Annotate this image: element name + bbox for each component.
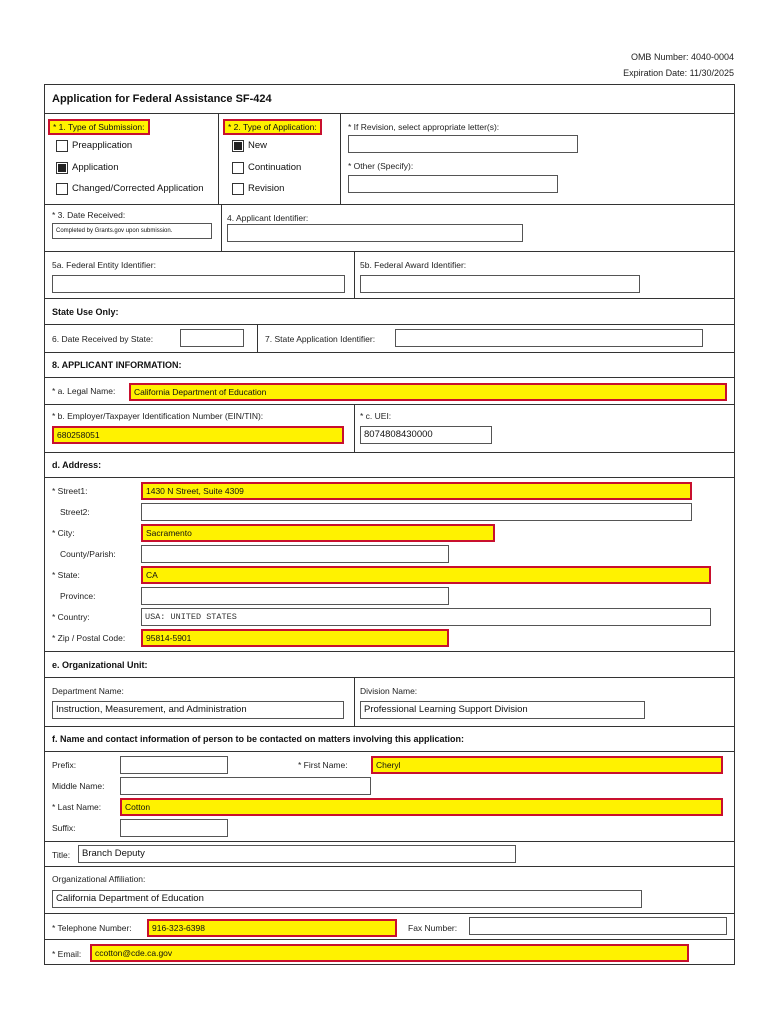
state-application-id-input[interactable]	[395, 329, 703, 347]
suffix-label: Suffix:	[52, 823, 76, 833]
contact-heading: f. Name and contact information of person to be contacted on matters involving this application:	[52, 734, 465, 744]
divider	[44, 751, 735, 752]
middle-name-label: Middle Name:	[52, 781, 105, 791]
option-label: Changed/Corrected Application	[72, 183, 204, 194]
county-input[interactable]	[141, 545, 449, 563]
option-label: New	[248, 140, 268, 151]
form-title: Application for Federal Assistance SF-424	[52, 93, 272, 105]
org-unit-heading: e. Organizational Unit:	[52, 660, 148, 670]
option-label: Revision	[248, 183, 285, 194]
street1-label: * Street1:	[52, 486, 88, 496]
option-label: Application	[72, 162, 119, 173]
divider	[257, 324, 258, 352]
option-label: Continuation	[248, 162, 302, 173]
title-input[interactable]: Branch Deputy	[78, 845, 516, 863]
federal-entity-id-input[interactable]	[52, 275, 345, 293]
divider	[354, 677, 355, 726]
city-input[interactable]: Sacramento	[141, 524, 495, 542]
suffix-input[interactable]	[120, 819, 228, 837]
divider	[44, 939, 735, 940]
checkbox-continuation[interactable]	[232, 162, 244, 174]
checkbox-new[interactable]	[232, 140, 244, 152]
date-received-state-label: 6. Date Received by State:	[52, 334, 154, 344]
ein-label: * b. Employer/Taxpayer Identification Number (EIN/TIN):	[52, 411, 264, 421]
divider	[44, 298, 735, 299]
street1-input[interactable]: 1430 N Street, Suite 4309	[141, 482, 692, 500]
email-input[interactable]: ccotton@cde.ca.gov	[90, 944, 689, 962]
address-heading: d. Address:	[52, 460, 102, 470]
applicant-identifier-label: 4. Applicant Identifier:	[227, 213, 309, 223]
state-application-id-label: 7. State Application Identifier:	[265, 334, 376, 344]
divider	[44, 452, 735, 453]
divider	[354, 251, 355, 298]
county-label: County/Parish:	[60, 549, 116, 559]
checkbox-application[interactable]	[56, 162, 68, 174]
revision-label: * If Revision, select appropriate letter(s):	[348, 122, 500, 132]
org-affiliation-input[interactable]: California Department of Education	[52, 890, 642, 908]
telephone-input[interactable]: 916-323-6398	[147, 919, 397, 937]
email-label: * Email:	[52, 949, 82, 959]
divider	[44, 377, 735, 378]
state-use-heading: State Use Only:	[52, 307, 119, 317]
fax-label: Fax Number:	[408, 923, 458, 933]
department-name-input[interactable]: Instruction, Measurement, and Administration	[52, 701, 344, 719]
divider	[44, 352, 735, 353]
zip-input[interactable]: 95814-5901	[141, 629, 449, 647]
divider	[44, 841, 735, 842]
title-label: Title:	[52, 850, 71, 860]
expiration-date: Expiration Date: 11/30/2025	[623, 68, 734, 78]
federal-entity-id-label: 5a. Federal Entity Identifier:	[52, 260, 156, 270]
date-received-state-input[interactable]	[180, 329, 244, 347]
date-received-label: * 3. Date Received:	[52, 210, 126, 220]
divider	[354, 404, 355, 452]
legal-name-input[interactable]: California Department of Education	[129, 383, 727, 401]
street2-label: Street2:	[60, 507, 90, 517]
first-name-label: * First Name:	[298, 760, 348, 770]
fax-input[interactable]	[469, 917, 727, 935]
last-name-input[interactable]: Cotton	[120, 798, 723, 816]
divider	[44, 726, 735, 727]
uei-label: * c. UEI:	[360, 411, 392, 421]
applicant-info-heading: 8. APPLICANT INFORMATION:	[52, 360, 182, 370]
country-select[interactable]: USA: UNITED STATES	[141, 608, 711, 626]
divider	[44, 204, 735, 205]
zip-label: * Zip / Postal Code:	[52, 633, 126, 643]
applicant-identifier-input[interactable]	[227, 224, 523, 242]
prefix-input[interactable]	[120, 756, 228, 774]
other-specify-input[interactable]	[348, 175, 558, 193]
divider	[218, 113, 219, 204]
legal-name-label: * a. Legal Name:	[52, 386, 116, 396]
checkbox-changed-corrected[interactable]	[56, 183, 68, 195]
option-label: Preapplication	[72, 140, 133, 151]
submission-type-label: * 1. Type of Submission:	[48, 119, 150, 135]
province-label: Province:	[60, 591, 96, 601]
middle-name-input[interactable]	[120, 777, 371, 795]
city-label: * City:	[52, 528, 75, 538]
application-type-label: * 2. Type of Application:	[223, 119, 322, 135]
last-name-label: * Last Name:	[52, 802, 102, 812]
department-name-label: Department Name:	[52, 686, 124, 696]
divider	[44, 113, 735, 114]
country-label: * Country:	[52, 612, 90, 622]
divider	[221, 204, 222, 251]
checkbox-revision[interactable]	[232, 183, 244, 195]
first-name-input[interactable]: Cheryl	[371, 756, 723, 774]
divider	[44, 677, 735, 678]
prefix-label: Prefix:	[52, 760, 77, 770]
revision-input[interactable]	[348, 135, 578, 153]
divider	[44, 324, 735, 325]
divider	[44, 477, 735, 478]
divider	[44, 866, 735, 867]
state-select[interactable]: CA	[141, 566, 711, 584]
divider	[44, 651, 735, 652]
date-received-field: Completed by Grants.gov upon submission.	[52, 223, 212, 239]
divider	[340, 113, 341, 204]
province-input[interactable]	[141, 587, 449, 605]
ein-input[interactable]: 680258051	[52, 426, 344, 444]
checkbox-preapplication[interactable]	[56, 140, 68, 152]
federal-award-id-label: 5b. Federal Award Identifier:	[360, 260, 467, 270]
divider	[44, 913, 735, 914]
uei-input[interactable]: 8074808430000	[360, 426, 492, 444]
street2-input[interactable]	[141, 503, 692, 521]
divider	[44, 251, 735, 252]
federal-award-id-input[interactable]	[360, 275, 640, 293]
other-specify-label: * Other (Specify):	[348, 161, 414, 171]
divider	[44, 404, 735, 405]
division-name-input[interactable]: Professional Learning Support Division	[360, 701, 645, 719]
telephone-label: * Telephone Number:	[52, 923, 132, 933]
omb-number: OMB Number: 4040-0004	[630, 52, 734, 62]
division-name-label: Division Name:	[360, 686, 418, 696]
org-affiliation-label: Organizational Affiliation:	[52, 874, 146, 884]
state-label: * State:	[52, 570, 80, 580]
